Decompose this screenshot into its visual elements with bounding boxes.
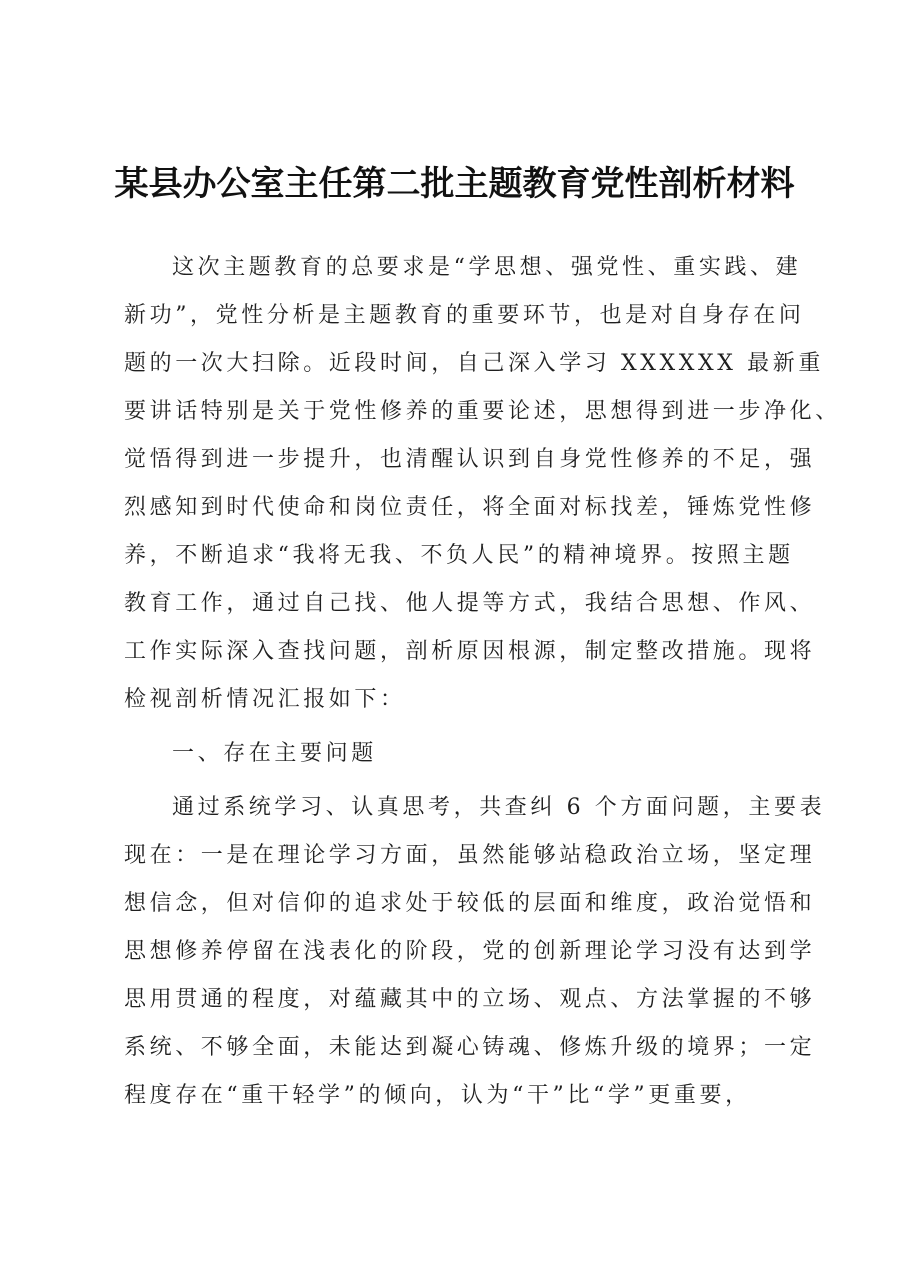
paragraph-line: 题的一次大扫除。近段时间，自己深入学习 XXXXXX 最新重 — [124, 351, 824, 376]
section-heading: 一、存在主要问题 — [172, 741, 377, 766]
problems-paragraph — [124, 784, 826, 1120]
paragraph-line: 检视剖析情况汇报如下： — [124, 687, 406, 712]
paragraph-line: 养，不断追求“我将无我、不负人民”的精神境界。按照主题 — [124, 543, 794, 568]
document-body — [124, 244, 841, 1120]
paragraph-line: 这次主题教育的总要求是“学思想、强党性、重实践、建 — [172, 255, 802, 280]
paragraph-line: 思用贯通的程度，对蕴藏其中的立场、观点、方法掌握的不够 — [124, 987, 816, 1012]
paragraph-line: 通过系统学习、认真思考，共查纠 6 个方面问题，主要表 — [172, 795, 826, 820]
paragraph-line: 现在：一是在理论学习方面，虽然能够站稳政治立场，坚定理 — [124, 843, 816, 868]
paragraph-line: 烈感知到时代使命和岗位责任，将全面对标找差，锤炼党性修 — [124, 495, 816, 520]
paragraph-line: 新功”，党性分析是主题教育的重要环节，也是对自身存在问 — [124, 303, 805, 328]
paragraph-line: 思想修养停留在浅表化的阶段，党的创新理论学习没有达到学 — [124, 939, 816, 964]
paragraph-line: 程度存在“重干轻学”的倾向，认为“干”比“学”更重要， — [124, 1083, 751, 1108]
paragraph-line: 工作实际深入查找问题，剖析原因根源，制定整改措施。现将 — [124, 639, 816, 664]
paragraph-line: 想信念，但对信仰的追求处于较低的层面和维度，政治觉悟和 — [124, 891, 816, 916]
paragraph-line: 要讲话特别是关于党性修养的重要论述，思想得到进一步净化、 — [124, 399, 841, 424]
intro-paragraph — [124, 244, 841, 724]
paragraph-line: 教育工作，通过自己找、他人提等方式，我结合思想、作风、 — [124, 591, 816, 616]
paragraph-line: 系统、不够全面，未能达到凝心铸魂、修炼升级的境界；一定 — [124, 1035, 816, 1060]
document-title: 某县办公室主任第二批主题教育党性剖析材料 — [114, 164, 795, 204]
paragraph-line: 觉悟得到进一步提升，也清醒认识到自身党性修养的不足，强 — [124, 447, 816, 472]
